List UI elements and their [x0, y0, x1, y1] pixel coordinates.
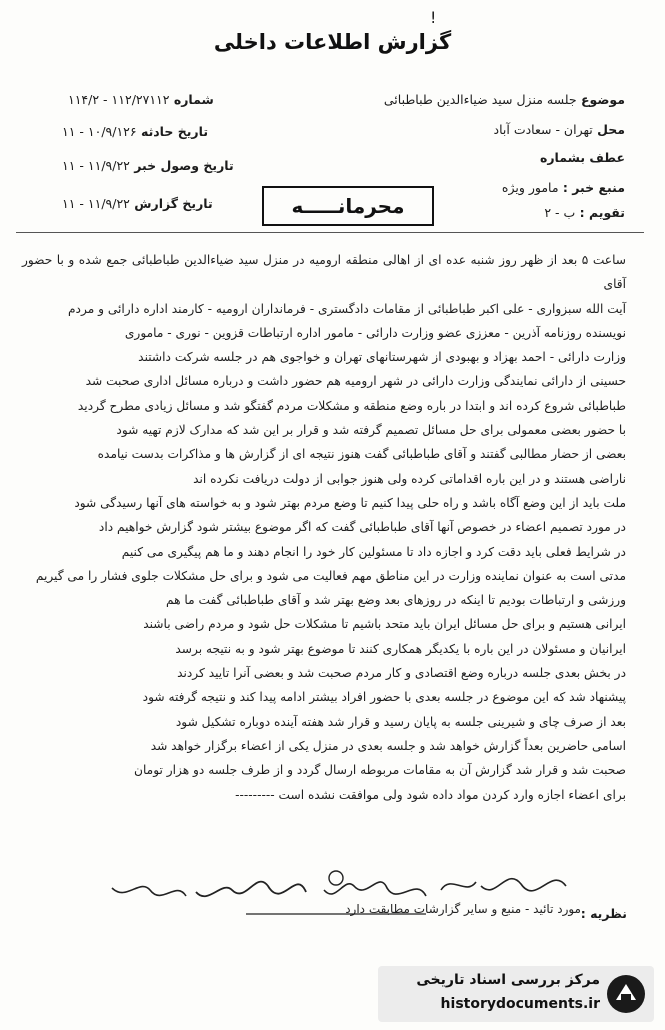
received-date-label: تاریخ وصول خبر: [134, 158, 234, 173]
reference-label: عطف بشماره: [539, 150, 625, 165]
body-line: ورزشی و ارتباطات بودیم تا اینکه در روزهای بعد وضع بهتر شد و آقای طباطبائی گفت ما هم: [165, 593, 626, 608]
body-line: ناراضی هستند و در این باره اقداماتی کرده ولی هنوز جوابی از دولت دریافت نکرده اند: [193, 471, 626, 486]
archive-logo-icon: [606, 974, 646, 1014]
body-line: ساعت ۵ بعد از ظهر روز شنبه عده ای از اهالی منطقه ارومیه در منزل سید ضیاءالدین طباطبائی جمع شده و با حضور آقای: [22, 253, 626, 292]
body-line: با حضور بعضی معمولی برای حل مسائل تصمیم گرفته شد و قرار بر این شد که مدارک لازم تهیه شود: [116, 423, 626, 438]
top-mark: !: [430, 8, 437, 27]
body-line: در مورد تصمیم اعضاء در خصوص آنها آقای طباطبائی گفت که اگر موضوع بیشتر شود گزارش خواهیم داد: [98, 520, 626, 535]
body-line: ایرانی هستیم و برای حل مسائل ایران باید متحد باشیم تا مشکلات حل شود و مردم راضی باشند: [143, 617, 626, 632]
incident-date-label: تاریخ حادثه: [140, 124, 209, 139]
reference-field: [540, 150, 625, 165]
subject-label: موضوع: [580, 92, 625, 107]
body-line: وزارت دارائی - احمد بهزاد و بهبودی از شهرستانهای تهران و خواجوی هم در جلسه شرکت داشتند: [138, 350, 626, 365]
body-line: بعضی از حضار مطالبی گفتند و آقای طباطبائی گفت هنوز نتیجه ای از گزارش ها و مذاکرات بدست نیامده: [97, 447, 626, 462]
body-line: حسینی از دارائی نمایندگی وزارت دارائی در شهر ارومیه هم حضور داشت و درباره مسائل اداری صحبت شد: [85, 374, 626, 389]
rating-field: [544, 205, 625, 220]
body-line: طباطبائی شروع کرده اند و ابتدا در باره وضع منطقه و مشکلات مردم گفتگو شد و مسائل زیادی مطرح گردید: [77, 398, 626, 413]
place-value: تهران - سعادت آباد: [493, 122, 593, 137]
body-line: اسامی حاضرین بعداً گزارش خواهد شد و جلسه بعدی در منزل یکی از اعضاء برگزار خواهد شد: [150, 738, 626, 753]
body-line: مدتی است به عنوان نماینده وزارت در این مناطق مهم فعالیت می شود و برای حل مشکلات جلوی فشار را می گیریم: [35, 568, 626, 583]
body-line: در شرایط فعلی باید دقت کرد و اجازه داد تا مسئولین کار خود را انجام دهند و ما هم پیگیری می کنیم: [121, 544, 626, 559]
received-date-value: ۱۱/۹/۲۲ - ۱۱: [62, 158, 130, 173]
source-value: مامور ویژه: [501, 180, 559, 195]
body-line: بعد از صرف چای و شیرینی جلسه به پایان رسید و قرار شد هفته آینده دوباره تشکیل شود: [175, 714, 626, 729]
site-url: historydocuments.ir: [440, 996, 600, 1012]
body-line: نویسنده روزنامه آذرین - معززی عضو وزارت دارائی - مامور اداره ارتباطات قزوین - نوری - ماموری: [124, 325, 626, 340]
rating-value: ب - ۲: [544, 205, 576, 220]
rating-label: تقویم :: [579, 205, 625, 220]
body-line: برای اعضاء اجازه وارد کردن مواد داده شود ولی موافقت نشده است ---------: [235, 787, 626, 802]
number-field: [68, 92, 214, 107]
report-title: گزارش اطلاعات داخلی: [213, 30, 452, 54]
body-line: آیت الله سبزواری - علی اکبر طباطبائی از مقامات دادگستری - فرمانداران ارومیه - کارمند اداره دارائی و مردم: [68, 301, 626, 316]
watermark-footer: [378, 966, 654, 1022]
place-label: محل: [597, 122, 625, 137]
body-line: ملت باید از این وضع آگاه باشد و راه حلی پیدا کنیم تا وضع مردم بهتر شود و به خواسته های آنها رسیدگی شود: [74, 495, 626, 510]
header-divider: [16, 232, 644, 233]
number-value: ۱۱۲/۲۷۱۱۲ - ۱۱۴/۲: [68, 92, 170, 107]
subject-field: [384, 92, 625, 107]
body-line: پیشنهاد شد که این موضوع در جلسه بعدی با حضور افراد بیشتر ادامه پیدا کند و نتیجه گرفته شود: [142, 690, 626, 705]
body-line: صحبت شد و قرار شد گزارش آن به مقامات مربوطه ارسال گردد و از طرف جلسه دو هزار تومان: [134, 763, 626, 778]
org-name: مرکز بررسی اسناد تاریخی: [416, 972, 600, 988]
source-label: منبع خبر :: [562, 180, 625, 195]
opinion-text: مورد تائید - منبع و سایر گزارشات مطابقت دارد: [345, 902, 581, 916]
number-label: شماره: [173, 92, 214, 107]
body-line: در بخش بعدی جلسه درباره وضع اقتصادی و کار مردم صحبت شد و بعضی آنرا تایید کردند: [177, 666, 626, 681]
report-body: [22, 248, 626, 807]
report-date-label: تاریخ گزارش: [134, 196, 213, 211]
place-field: [494, 122, 625, 137]
report-date-value: ۱۱/۹/۲۲ - ۱۱: [62, 196, 130, 211]
opinion-label: نظریه :: [580, 906, 627, 921]
subject-value: جلسه منزل سید ضیاءالدین طباطبائی: [383, 92, 577, 107]
received-date-field: [62, 158, 234, 173]
confidential-stamp: محرمانـــــه: [262, 186, 434, 226]
incident-date-field: [62, 124, 208, 139]
source-field: [502, 180, 625, 195]
report-date-field: [62, 196, 213, 211]
body-line: ایرانیان و مسئولان در این باره با یکدیگر همکاری کنند تا موضوع بهتر شود و به نتیجه برسد: [175, 641, 626, 656]
incident-date-value: ۱۰/۹/۱۲۶ - ۱۱: [62, 124, 137, 139]
